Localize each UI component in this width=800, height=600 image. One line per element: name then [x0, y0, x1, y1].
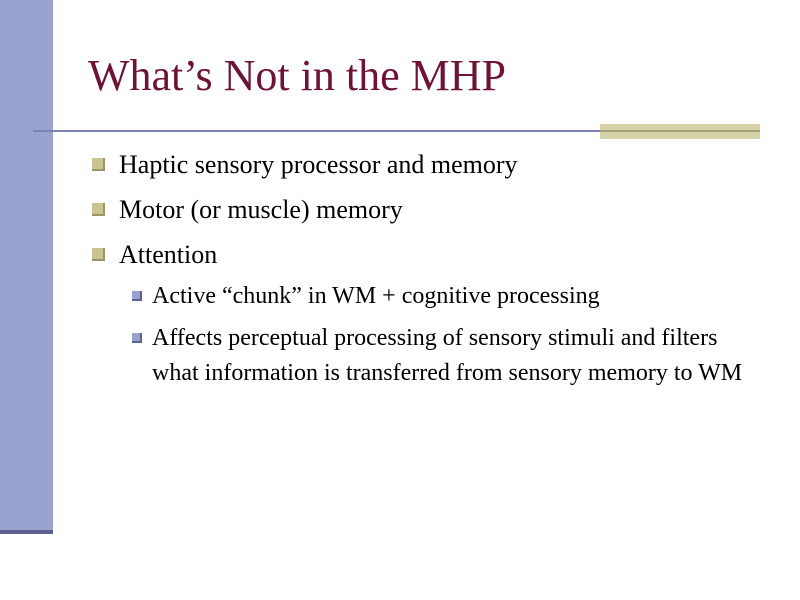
- square-sub-bullet-icon: [132, 291, 142, 301]
- sub-bullet-item: [127, 279, 752, 314]
- square-bullet-icon: [92, 248, 105, 261]
- left-decorative-bar: [0, 0, 53, 533]
- sub-bullet-list: [127, 279, 752, 391]
- square-bullet-icon: [92, 158, 105, 171]
- bullet-item: [92, 147, 752, 183]
- bullet-list: [92, 147, 752, 400]
- square-bullet-icon: [92, 203, 105, 216]
- sub-bullet-item: [127, 321, 752, 391]
- sub-bullet-text: Active “chunk” in WM + cognitive processing: [152, 283, 600, 309]
- bullet-item: [92, 237, 752, 391]
- bullet-item: [92, 192, 752, 228]
- bullet-text: Attention: [119, 240, 218, 269]
- accent-line: [600, 130, 760, 132]
- bullet-text: Motor (or muscle) memory: [119, 195, 403, 224]
- square-sub-bullet-icon: [132, 333, 142, 343]
- sub-bullet-text: Affects perceptual processing of sensory stimuli and filters what information is transferred from sensory memory to WM: [152, 325, 743, 386]
- bullet-text: Haptic sensory processor and memory: [119, 150, 518, 179]
- slide-title: What’s Not in the MHP: [88, 51, 506, 100]
- left-bar-edge: [0, 530, 53, 534]
